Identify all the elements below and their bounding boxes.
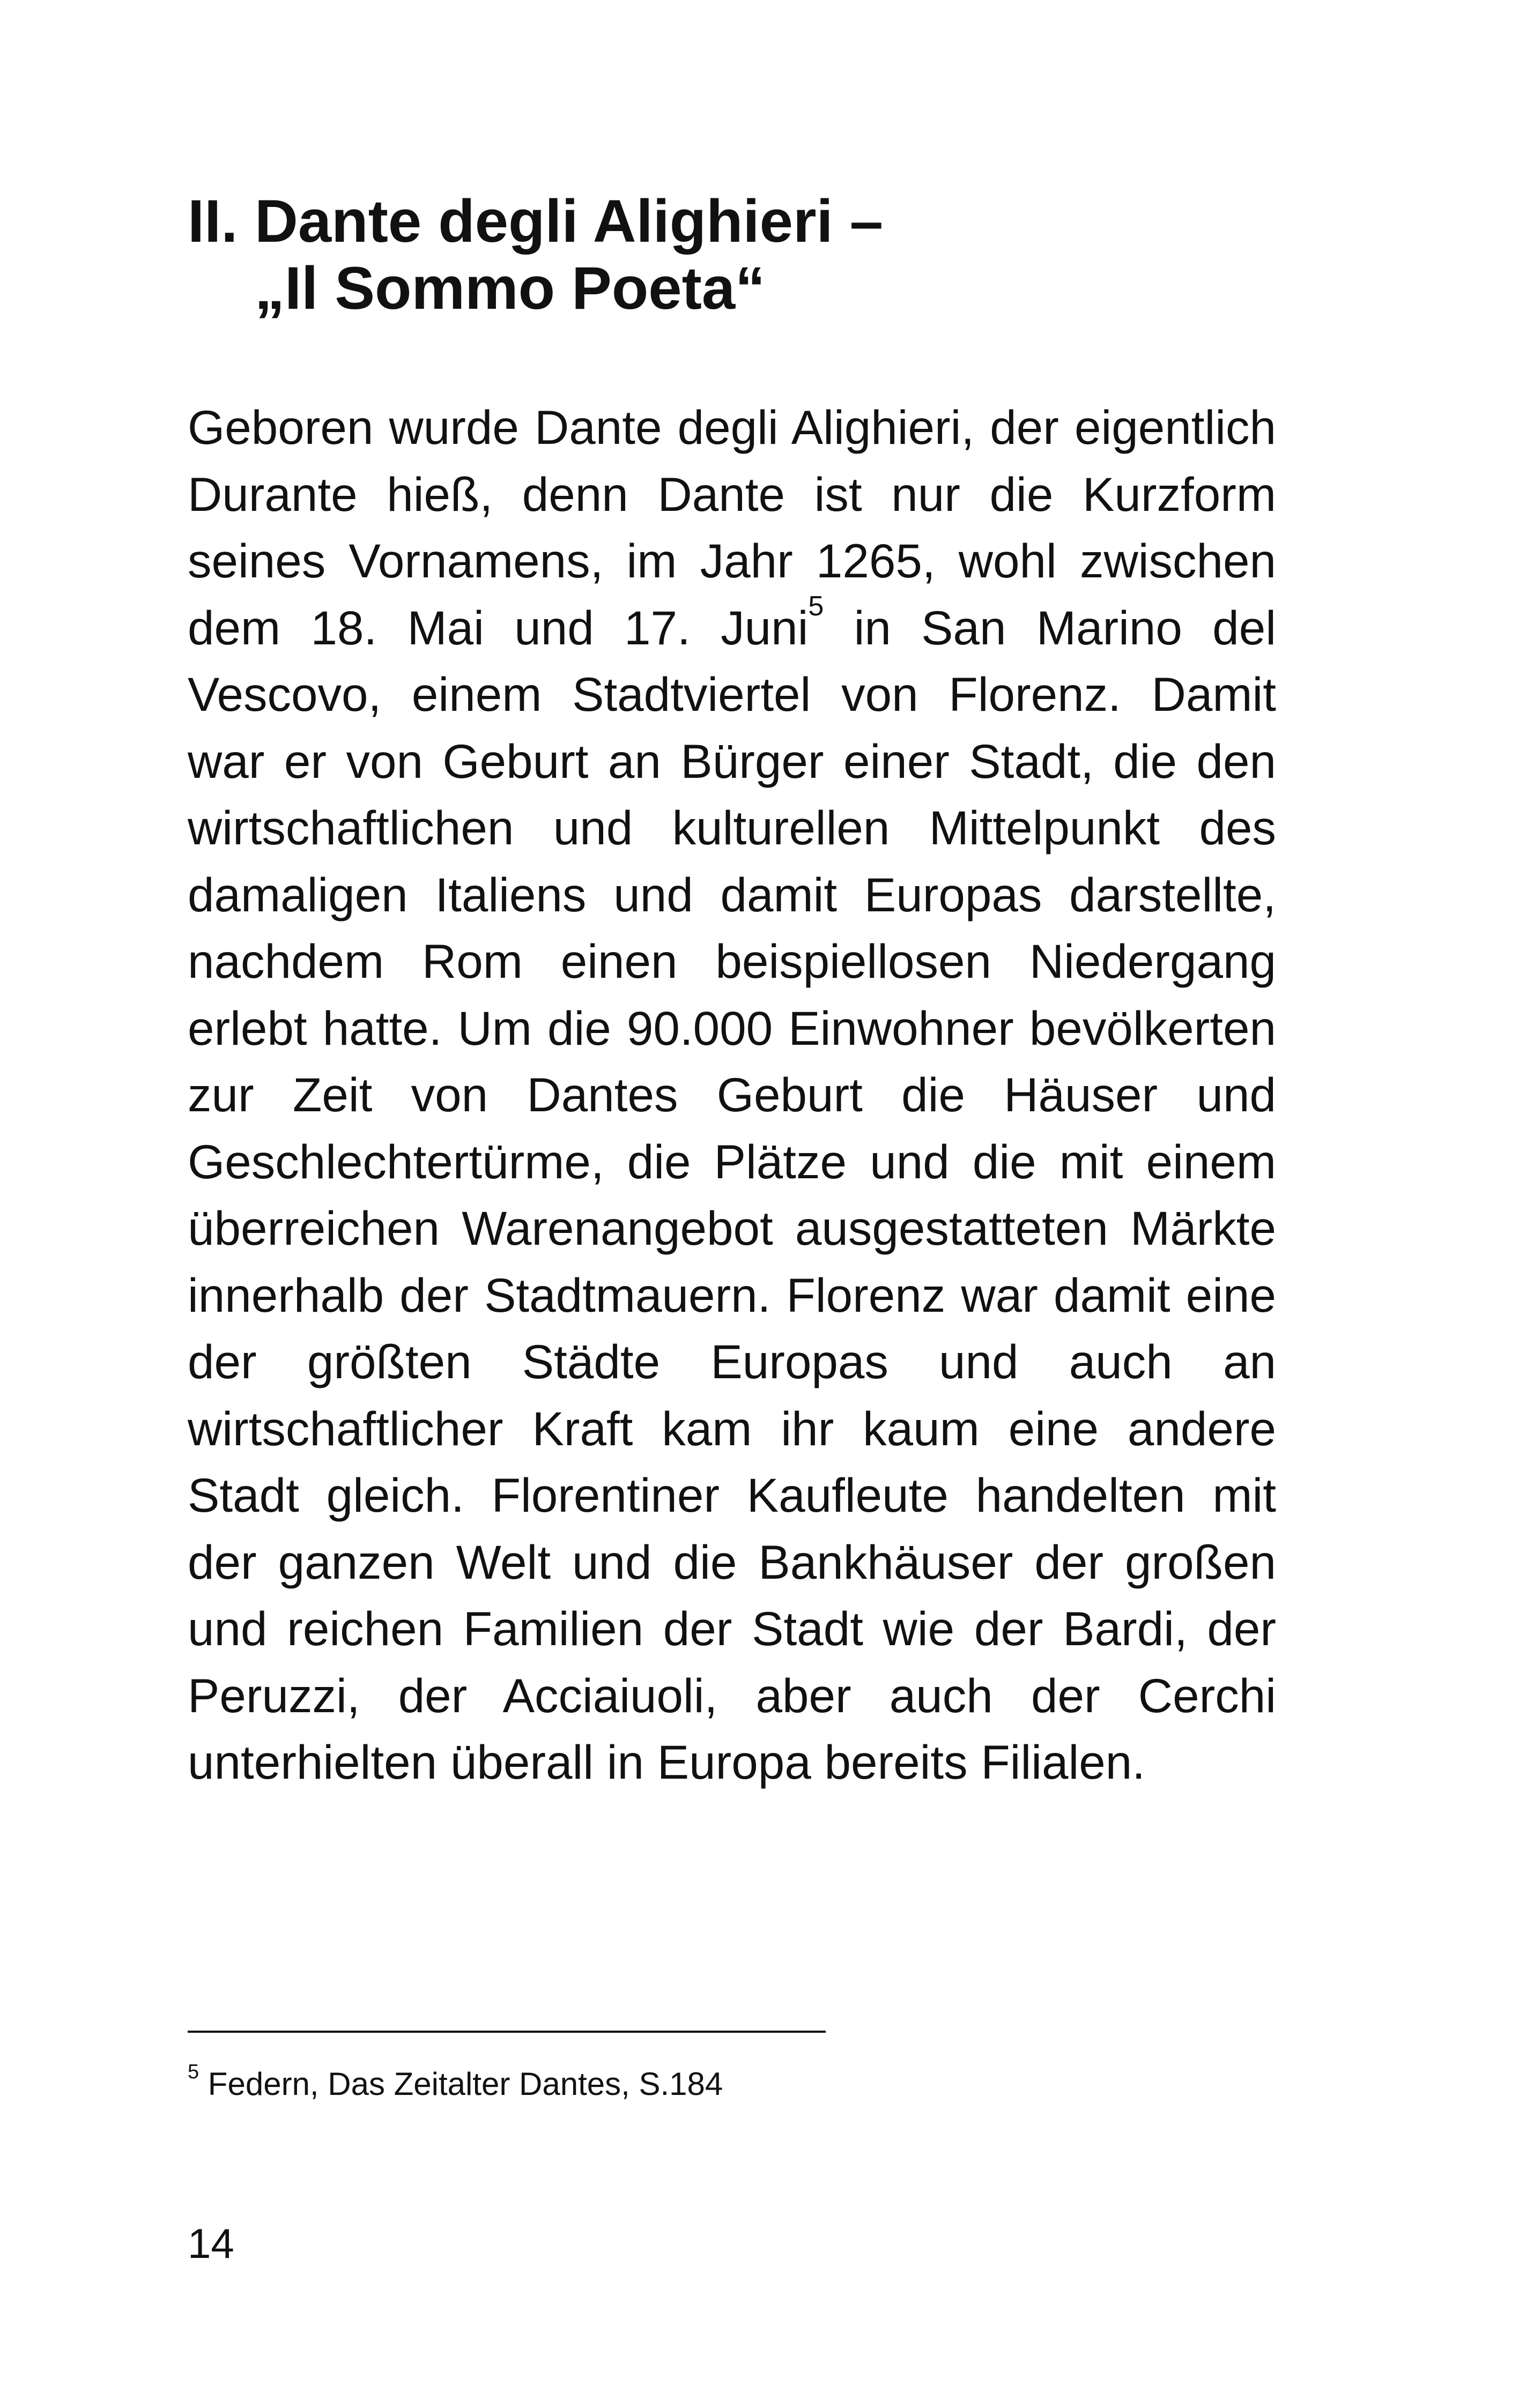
chapter-title: Dante degli Alighieri – [255,188,884,255]
body-text-part-1: Geboren wurde Dante degli Alighieri, der eigentlich Durante hieß, denn Dante ist nur die Kurzform seines Vornamens, im Jahr 1265, wohl zwischen dem 18. Mai und 17. Juni [188,400,1276,655]
footnote-divider [188,2031,826,2033]
heading-line-2 [188,255,1287,322]
chapter-subtitle: „Il Sommo Poeta“ [255,255,766,322]
footnote-mark: 5 [188,2061,199,2083]
chapter-number: II. [188,188,238,255]
body-paragraph [188,394,1276,1796]
footnote-text: Federn, Das Zeitalter Dantes, S.184 [199,2066,723,2102]
heading-line-1 [188,188,1287,255]
page-number: 14 [188,2220,234,2267]
footnote-reference: 5 [808,590,824,622]
body-text-part-2: in San Marino del Vescovo, einem Stadtviertel von Florenz. Damit war er von Geburt an Bürger einer Stadt, die den wirtschaftlichen und kulturellen Mittelpunkt des damaligen Italiens und damit Europas darstellte, nachdem Rom einen beispiellosen Niedergang erlebt hatte. Um die 90.000 Einwohner bevölkerten zur Zeit von Dantes Geburt die Häuser und Geschlechtertürme, die Plätze und die mit einem überreichen Warenangebot ausgestatteten Märkte innerhalb der Stadtmauern. Florenz war damit eine der größten Städte Europas und auch an wirtschaftlicher Kraft kam ihr kaum eine andere Stadt gleich. Florentiner Kaufleute handelten mit der ganzen Welt und die Bankhäuser der großen und reichen Familien der Stadt wie der Bardi, der Peruzzi, der Acciaiuoli, aber auch der Cerchi unterhielten überall in Europa bereits Filialen. [188,600,1276,1789]
chapter-heading [188,188,1287,322]
footnote [188,2063,723,2106]
